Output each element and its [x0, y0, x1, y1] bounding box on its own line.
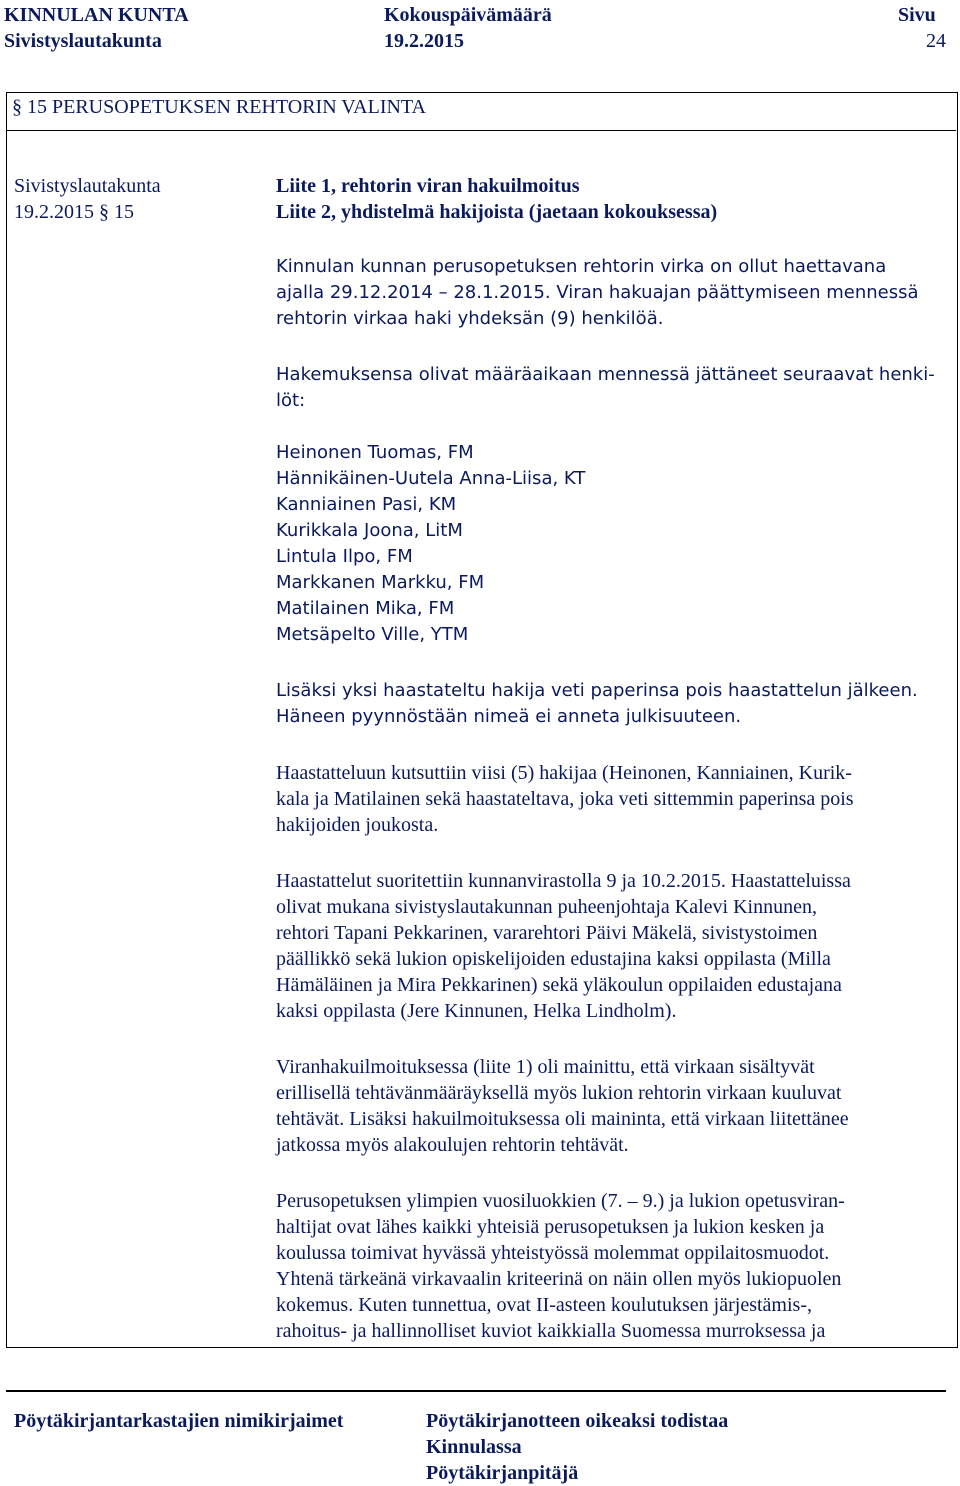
- paragraph-line: kala ja Matilainen sekä haastateltava, joka veti sittemmin paperinsa pois: [276, 788, 854, 810]
- footer-rule: [6, 1390, 946, 1392]
- paragraph-line: rehtori Tapani Pekkarinen, vararehtori Päivi Mäkelä, sivistystoimen: [276, 922, 818, 944]
- paragraph-line: Perusopetuksen ylimpien vuosiluokkien (7. – 9.) ja lukion opetusviran-: [276, 1190, 845, 1212]
- municipality-name: KINNULAN KUNTA: [4, 4, 189, 26]
- paragraph-line: olivat mukana sivistyslautakunnan puheenjohtaja Kalevi Kinnunen,: [276, 896, 817, 918]
- interviewees-paragraph: [276, 760, 854, 838]
- applicants-list: [276, 440, 585, 648]
- footer-cert-line: Pöytäkirjanotteen oikeaksi todistaa: [426, 1410, 729, 1432]
- paragraph-line: hakijoiden joukosta.: [276, 814, 439, 836]
- applicants-intro: [276, 362, 935, 414]
- meeting-date: 19.2.2015: [384, 30, 464, 52]
- applicant-item: Lintula Ilpo, FM: [276, 546, 413, 567]
- intro-paragraph: [276, 254, 919, 332]
- footer-certification: [426, 1408, 728, 1486]
- section-divider: [6, 130, 956, 131]
- meeting-date-label: Kokouspäivämäärä: [384, 4, 552, 26]
- page-label: Sivu: [898, 4, 936, 26]
- paragraph-line: päällikkö sekä lukion opiskelijoiden edustajina kaksi oppilasta (Milla: [276, 948, 831, 970]
- intro-line: ajalla 29.12.2014 – 28.1.2015. Viran hakuajan päättymiseen mennessä: [276, 282, 919, 303]
- attachments-list: [276, 173, 717, 225]
- page-number: 24: [926, 30, 946, 52]
- intro-line: rehtorin virkaa haki yhdeksän (9) henkilöä.: [276, 308, 664, 329]
- job-ad-paragraph: [276, 1054, 849, 1158]
- applicant-item: Kanniainen Pasi, KM: [276, 494, 457, 515]
- paragraph-line: haltijat ovat lähes kaikki yhteisiä perusopetuksen ja lukion kesken ja: [276, 1216, 825, 1238]
- paragraph-line: Hämäläinen ja Mira Pekkarinen) sekä yläkoulun oppilaiden edustajana: [276, 974, 842, 996]
- withdrawn-note: [276, 678, 918, 730]
- interviews-paragraph: [276, 868, 851, 1024]
- withdrawn-line: Lisäksi yksi haastateltu hakija veti paperinsa pois haastattelun jälkeen.: [276, 680, 918, 701]
- paragraph-line: kokemus. Kuten tunnettua, ovat II-asteen koulutuksen järjestämis-,: [276, 1294, 812, 1316]
- meta-date-paragraph: 19.2.2015 § 15: [14, 201, 134, 223]
- paragraph-line: jatkossa myös alakoulujen rehtorin tehtävät.: [276, 1134, 629, 1156]
- footer-secretary: Pöytäkirjanpitäjä: [426, 1462, 579, 1484]
- applicant-item: Kurikkala Joona, LitM: [276, 520, 463, 541]
- applicants-intro-line: Hakemuksensa olivat määräaikaan mennessä jättäneet seuraavat henki-: [276, 364, 935, 385]
- attachment-1: Liite 1, rehtorin viran hakuilmoitus: [276, 175, 580, 197]
- applicant-item: Markkanen Markku, FM: [276, 572, 485, 593]
- paragraph-line: erillisellä tehtävänmääräyksellä myös lukion rehtorin virkaan kuuluvat: [276, 1082, 842, 1104]
- footer-place: Kinnulassa: [426, 1436, 522, 1458]
- paragraph-line: koulussa toimivat hyvässä yhteistyössä molemmat oppilaitosmuodot.: [276, 1242, 830, 1264]
- applicant-item: Matilainen Mika, FM: [276, 598, 455, 619]
- attachment-2: Liite 2, yhdistelmä hakijoista (jaetaan kokouksessa): [276, 201, 718, 223]
- applicant-item: Heinonen Tuomas, FM: [276, 442, 474, 463]
- paragraph-line: kaksi oppilasta (Jere Kinnunen, Helka Lindholm).: [276, 1000, 677, 1022]
- applicants-intro-line: löt:: [276, 390, 306, 411]
- meta-board: Sivistyslautakunta: [14, 175, 161, 197]
- intro-line: Kinnulan kunnan perusopetuksen rehtorin virka on ollut haettavana: [276, 256, 887, 277]
- paragraph-line: tehtävät. Lisäksi hakuilmoituksessa oli maininta, että virkaan liitettänee: [276, 1108, 849, 1130]
- applicant-item: Hännikäinen-Uutela Anna-Liisa, KT: [276, 468, 586, 489]
- paragraph-line: Haastatteluun kutsuttiin viisi (5) hakijaa (Heinonen, Kanniainen, Kurik-: [276, 762, 852, 784]
- section-title: § 15 PERUSOPETUKSEN REHTORIN VALINTA: [12, 96, 426, 118]
- cooperation-paragraph: [276, 1188, 845, 1344]
- document-header: [0, 2, 960, 62]
- board-name: Sivistyslautakunta: [4, 30, 162, 52]
- paragraph-line: rahoitus- ja hallinnolliset kuviot kaikkialla Suomessa murroksessa ja: [276, 1320, 826, 1342]
- paragraph-line: Yhtenä tärkeänä virkavaalin kriteerinä on näin ollen myös lukiopuolen: [276, 1268, 842, 1290]
- footer-initials-label: Pöytäkirjantarkastajien nimikirjaimet: [14, 1410, 344, 1432]
- paragraph-line: Haastattelut suoritettiin kunnanvirastolla 9 ja 10.2.2015. Haastatteluissa: [276, 870, 851, 892]
- paragraph-line: Viranhakuilmoituksessa (liite 1) oli mainittu, että virkaan sisältyvät: [276, 1056, 815, 1078]
- withdrawn-line: Häneen pyynnöstään nimeä ei anneta julkisuuteen.: [276, 706, 742, 727]
- section-meta: [14, 173, 161, 225]
- applicant-item: Metsäpelto Ville, YTM: [276, 624, 469, 645]
